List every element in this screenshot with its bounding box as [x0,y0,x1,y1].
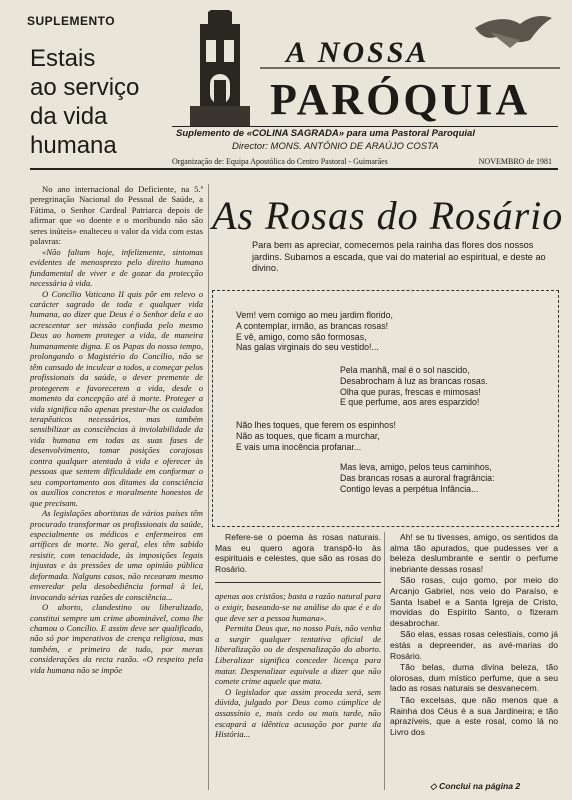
middle-column [215,532,381,740]
masthead-logo [190,10,560,128]
paragraph: Tão excelsas, que não menos que a Rainha dos Céus é a sua Jardineira; e tão aprazíveis, que a este rosal, como lá no Livro dos [390,694,558,737]
section-label: SUPLEMENTO [27,14,116,28]
poem-stanza [236,310,393,353]
headline-divider [30,168,173,170]
poem-line: Mas leva, amigo, pelos teus caminhos, [340,462,492,472]
director-line: Director: MONS. ANTÓNIO DE ARAÚJO COSTA [232,141,439,152]
right-column [390,532,558,738]
header-rule [172,168,558,170]
poem-line: Pela manhã, mal é o sol nascido, [340,365,470,375]
paragraph: O aborto, clandestino ou liberalizado, constitui sempre um crime abominável, como lhe chamou o Concílio. E assim deve ser qualificado, não só por imperativos de crença religiosa, mas também, e primeiro de tudo, por meras considerações da recta razão. «O respeito pela vida humana não se impõe [30,602,203,675]
issue-date: NOVEMBRO de 1981 [478,157,552,166]
paragraph: O Concílio Vaticano II quis pôr em relevo o carácter sagrado de toda e qualquer vida humana, ao dizer que Deus é o Senhor dela e ao acrescentar ser missão confiada pelo mesmo Deus ao homem proteger a vida, de maneira humanamente digna. E os Papas do nosso tempo, prolongando o Magistério do Concílio, não se têm cansado de inculcar a todos, a começar pelos profissionais da saúde, o dever premente de protegerem e favorecerem a vida, desde o momento da concepção até à morte. Proteger a vida significa não apenas prestar-lhe os cuidados terapêuticos necessários, mas também sensibilizar as consciências à inviolabilidade da vida humana em todas as suas fases de desenvolvimento, tomar posições corajosas contra qualquer atentado à vida e oferecer às pessoas que sentem dificuldade em conformar o seu comportamento aos ditames da consciência os auxílios concretos e moralmente honestos de que precisam. [30,288,203,508]
column-divider [384,532,385,790]
masthead-rule [172,126,558,127]
continued-note [430,781,520,792]
poem-line: Das brancas rosas a auroral fragrância: [340,472,495,483]
paragraph: Refere-se o poema às rosas naturais. Mas eu quero agora transpô-lo às espirituais e celestes, que são as rosas do Rosário. [215,532,381,574]
diamond-icon: ◇ [430,781,439,791]
headline-line: da vida [30,103,108,130]
paragraph: Ah! se tu tivesses, amigo, os sentidos da alma tão apurados, que pudesses ver a beleza deslumbrante e sentir o perfume inebriante dessas rosas! [390,532,558,574]
paragraph: «Não faltam hoje, infelizmente, sintomas evidentes de menosprezo pelo direito humano fundamental de viver e de gozar da protecção necessária à vida. [30,246,203,289]
paragraph: Permita Deus que, no nosso País, não venha a surgir qualquer tentativa oficial de liberalização ou de despenalização do aborto. Liberalizar significa conceder licença para matar. Despenalizar equivale a dizer que não comete crime aquele que mata. [215,623,381,687]
article-intro: Para bem as apreciar, comecemos pela rainha das flores dos nossos jardins. Subamos a escada, que vai do material ao espiritual, e deste ao divino. [252,240,546,273]
paragraph: São elas, essas rosas celestiais, como já estás a depreender, as avé-marias do Rosário. [390,629,558,661]
poem-line: Não as toques, que ficam a murchar, [236,430,380,441]
headline-line: ao serviço [30,74,140,101]
paragraph: Tão belas, duma divina beleza, tão olorosas, dum místico perfume, que a seu lado as rosas naturais se desvanecem. [390,662,558,694]
headline [30,44,180,160]
poem-line: E vê, amigo, como são formosas, [236,331,367,342]
left-column [30,184,203,675]
inset-divider [215,582,381,583]
organization-text: Organização de: Equipa Apostólica do Centro Pastoral - Guimarães [172,157,388,166]
poem-line: Não lhes toques, que ferem os espinhos! [236,420,396,430]
masthead-bottom: PARÓQUIA [270,75,531,124]
poem-stanza [236,420,396,452]
poem-line: Nas galas virginais do seu vestido!... [236,342,379,353]
church-tower-icon [190,10,250,126]
poem-line: E que perfume, aos ares esparzido! [340,397,480,408]
column-divider [208,184,209,790]
poem-stanza [340,462,495,494]
paragraph: apenas aos cristãos; basta a razão natural para o exigir, baseando-se na análise do que é e do que deve ser a pessoa humana». [215,591,381,623]
poem-line: Desabrocham à luz as brancas rosas. [340,375,488,386]
headline-line: Estais [30,45,96,72]
paragraph: O legislador que assim proceda será, sem dúvida, julgado por Deus como cúmplice de assassínio e, mais cedo ou mais tarde, não escapará a idêntica acusação por parte da História... [215,686,381,740]
paragraph: São rosas, cujo gomo, por meio do Arcanjo Gabriel, nos veio do Paraíso, e Santa Isabel e a Santa Igreja de Cristo, movidas do Espírito Santo, o fizeram desabrochar. [390,575,558,628]
poem-line: E vais uma inocência profanar... [236,441,362,452]
poem-line: Vem! vem comigo ao meu jardim florido, [236,310,393,320]
article-title: As Rosas do Rosário [212,193,564,238]
dove-icon [475,16,552,48]
poem-line: A contemplar, irmão, as brancas rosas! [236,320,389,331]
headline-line: humana [30,132,117,159]
paragraph: As legislações abortistas de vários países têm procurado transformar os profissionais da saúde, especialmente os médicos e enfermeiros em artífices de morte. No geral, eles têm sabido resistir, com tenacidade, às imposições legais injustas e às pressões de uma opinião pública deformada. Nalguns casos, não recearam mesmo enveredar pela desobediência formal à lei, invocando sérias razões de consciência... [30,508,203,602]
masthead-top: A NOSSA [286,36,430,69]
subtitle: Suplemento de «COLINA SAGRADA» para uma Pastoral Paroquial [176,128,475,139]
poem-line: Olha que puras, frescas e mimosas! [340,386,481,397]
poem-stanza [340,365,488,408]
organization-line [172,157,552,166]
paragraph: No ano internacional do Deficiente, na 5.ª peregrinação Nacional do Pessoal de Saúde, a Fátima, o Senhor Cardeal Patriarca depois de afirmar que «o doente e o moribundo não são seres inúteis» enalteceu o valor da vida com estas palavras: [30,184,203,247]
continued-text: Conclui na página 2 [439,781,521,791]
poem-line: Contigo levas a perpétua Infância... [340,483,479,494]
